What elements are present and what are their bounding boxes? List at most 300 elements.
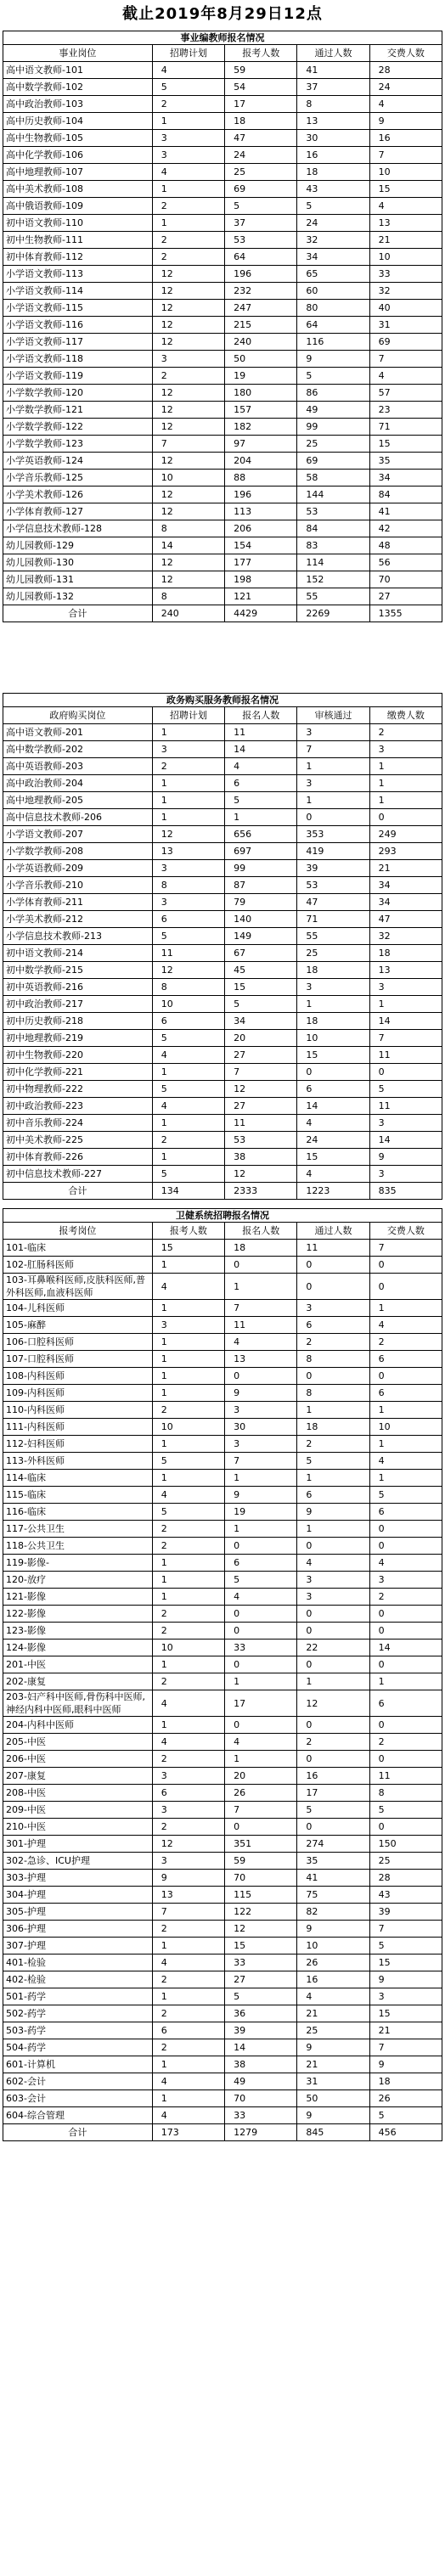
position-name-cell: 504-药学 xyxy=(3,2039,153,2056)
count-cell: 24 xyxy=(297,215,369,232)
count-cell: 2 xyxy=(152,1402,224,1419)
position-name-cell: 初中语文教师-110 xyxy=(3,215,153,232)
count-cell: 0 xyxy=(297,1064,369,1081)
count-cell: 70 xyxy=(369,571,442,588)
count-cell: 4 xyxy=(369,1555,442,1572)
position-name-cell: 高中英语教师-203 xyxy=(3,758,153,775)
table-row xyxy=(3,215,442,232)
count-cell: 14 xyxy=(297,1098,369,1115)
count-cell: 12 xyxy=(225,1921,297,1938)
count-cell: 1 xyxy=(369,775,442,792)
count-cell: 41 xyxy=(297,62,369,79)
count-cell: 37 xyxy=(297,79,369,96)
table-row xyxy=(3,1640,442,1656)
count-cell: 16 xyxy=(297,1768,369,1785)
count-cell: 8 xyxy=(369,1785,442,1802)
count-cell: 10 xyxy=(152,1640,224,1656)
count-cell: 17 xyxy=(225,1690,297,1717)
count-cell: 50 xyxy=(297,2090,369,2107)
table-row xyxy=(3,1887,442,1904)
count-cell: 47 xyxy=(369,911,442,928)
position-name-cell: 120-放疗 xyxy=(3,1572,153,1589)
count-cell: 27 xyxy=(369,588,442,605)
count-cell: 4 xyxy=(152,1098,224,1115)
table-row xyxy=(3,402,442,419)
count-cell: 1 xyxy=(152,1470,224,1487)
count-cell: 196 xyxy=(225,487,297,503)
table-row xyxy=(3,164,442,181)
count-cell: 10 xyxy=(297,1030,369,1047)
table-row xyxy=(3,1572,442,1589)
count-cell: 26 xyxy=(369,2090,442,2107)
count-cell: 10 xyxy=(369,249,442,266)
position-name-cell: 102-肛肠科医师 xyxy=(3,1257,153,1274)
count-cell: 0 xyxy=(369,1538,442,1555)
position-name-cell: 101-临床 xyxy=(3,1240,153,1257)
count-cell: 60 xyxy=(297,283,369,300)
count-cell: 7 xyxy=(225,1453,297,1470)
count-cell: 31 xyxy=(297,2073,369,2090)
count-cell: 5 xyxy=(297,1453,369,1470)
count-cell: 1 xyxy=(152,1385,224,1402)
count-cell: 3 xyxy=(152,351,224,368)
count-cell: 2 xyxy=(152,96,224,113)
table-row xyxy=(3,1402,442,1419)
count-cell: 113 xyxy=(225,503,297,520)
count-cell: 43 xyxy=(369,1887,442,1904)
table-row xyxy=(3,1819,442,1836)
table-row xyxy=(3,1368,442,1385)
count-cell: 240 xyxy=(225,334,297,351)
count-cell: 42 xyxy=(369,520,442,537)
count-cell: 1 xyxy=(152,792,224,809)
position-name-cell: 初中政治教师-217 xyxy=(3,996,153,1013)
total-value: 173 xyxy=(152,2124,224,2141)
table-row xyxy=(3,334,442,351)
position-name-cell: 高中语文教师-101 xyxy=(3,62,153,79)
table-row xyxy=(3,1768,442,1785)
position-name-cell: 502-药学 xyxy=(3,2005,153,2022)
count-cell: 9 xyxy=(225,1487,297,1504)
count-cell: 28 xyxy=(369,62,442,79)
count-cell: 39 xyxy=(369,1904,442,1921)
position-name-cell: 306-护理 xyxy=(3,1921,153,1938)
table-row xyxy=(3,62,442,79)
column-header: 缴费人数 xyxy=(369,707,442,724)
count-cell: 27 xyxy=(225,1971,297,1988)
table-row xyxy=(3,1470,442,1487)
position-name-cell: 208-中医 xyxy=(3,1785,153,1802)
position-name-cell: 初中信息技术教师-227 xyxy=(3,1166,153,1183)
position-name-cell: 110-内科医师 xyxy=(3,1402,153,1419)
count-cell: 12 xyxy=(152,503,224,520)
position-name-cell: 幼儿园教师-129 xyxy=(3,537,153,554)
count-cell: 5 xyxy=(152,1504,224,1521)
position-name-cell: 初中物理教师-222 xyxy=(3,1081,153,1098)
total-row xyxy=(3,1183,442,1200)
table-row xyxy=(3,1921,442,1938)
column-header: 交费人数 xyxy=(369,45,442,62)
count-cell: 12 xyxy=(225,1081,297,1098)
count-cell: 2 xyxy=(297,1436,369,1453)
page-title: 截止2019年8月29日12点 xyxy=(122,5,323,23)
count-cell: 1 xyxy=(152,215,224,232)
count-cell: 14 xyxy=(152,537,224,554)
column-header: 事业岗位 xyxy=(3,45,153,62)
table-row xyxy=(3,1836,442,1853)
count-cell: 3 xyxy=(225,1436,297,1453)
position-name-cell: 106-口腔科医师 xyxy=(3,1334,153,1351)
count-cell: 2 xyxy=(152,198,224,215)
count-cell: 6 xyxy=(369,1504,442,1521)
total-value: 1355 xyxy=(369,605,442,622)
count-cell: 121 xyxy=(225,588,297,605)
table-row xyxy=(3,1487,442,1504)
count-cell: 15 xyxy=(369,1954,442,1971)
total-label: 合计 xyxy=(3,1183,153,1200)
count-cell: 33 xyxy=(369,266,442,283)
count-cell: 3 xyxy=(297,775,369,792)
count-cell: 3 xyxy=(225,1402,297,1419)
count-cell: 14 xyxy=(225,2039,297,2056)
column-header: 招聘计划 xyxy=(152,45,224,62)
count-cell: 1 xyxy=(369,996,442,1013)
count-cell: 80 xyxy=(297,300,369,317)
count-cell: 21 xyxy=(369,232,442,249)
position-name-cell: 小学美术教师-126 xyxy=(3,487,153,503)
table-row xyxy=(3,181,442,198)
count-cell: 7 xyxy=(369,147,442,164)
table-row xyxy=(3,283,442,300)
count-cell: 37 xyxy=(225,215,297,232)
position-name-cell: 幼儿园教师-131 xyxy=(3,571,153,588)
total-value: 835 xyxy=(369,1183,442,1200)
count-cell: 5 xyxy=(225,792,297,809)
table-row xyxy=(3,198,442,215)
table-row xyxy=(3,419,442,436)
count-cell: 2 xyxy=(152,1673,224,1690)
count-cell: 4 xyxy=(297,1115,369,1132)
count-cell: 2 xyxy=(152,249,224,266)
position-name-cell: 小学体育教师-211 xyxy=(3,894,153,911)
count-cell: 10 xyxy=(369,1419,442,1436)
table-row xyxy=(3,571,442,588)
table-row xyxy=(3,1656,442,1673)
count-cell: 0 xyxy=(369,1064,442,1081)
count-cell: 1 xyxy=(152,1149,224,1166)
count-cell: 5 xyxy=(152,79,224,96)
table-row xyxy=(3,368,442,385)
count-cell: 11 xyxy=(225,1317,297,1334)
table-row xyxy=(3,554,442,571)
count-cell: 4 xyxy=(225,1734,297,1751)
position-name-cell: 113-外科医师 xyxy=(3,1453,153,1470)
count-cell: 64 xyxy=(225,249,297,266)
position-name-cell: 高中语文教师-201 xyxy=(3,724,153,741)
position-name-cell: 初中化学教师-221 xyxy=(3,1064,153,1081)
count-cell: 1 xyxy=(297,792,369,809)
position-name-cell: 高中政治教师-103 xyxy=(3,96,153,113)
count-cell: 86 xyxy=(297,385,369,402)
count-cell: 2 xyxy=(152,1538,224,1555)
count-cell: 7 xyxy=(369,351,442,368)
count-cell: 3 xyxy=(297,1589,369,1606)
table-row xyxy=(3,826,442,843)
position-name-cell: 初中生物教师-220 xyxy=(3,1047,153,1064)
count-cell: 10 xyxy=(297,1938,369,1954)
table-row xyxy=(3,1098,442,1115)
position-name-cell: 601-计算机 xyxy=(3,2056,153,2073)
table-row xyxy=(3,1240,442,1257)
total-value: 2333 xyxy=(225,1183,297,1200)
count-cell: 18 xyxy=(369,2073,442,2090)
count-cell: 1 xyxy=(152,181,224,198)
count-cell: 1 xyxy=(152,724,224,741)
count-cell: 0 xyxy=(297,1819,369,1836)
position-name-cell: 初中数学教师-215 xyxy=(3,962,153,979)
table-row xyxy=(3,2022,442,2039)
table-row xyxy=(3,1419,442,1436)
count-cell: 34 xyxy=(369,470,442,487)
column-header: 报考人数 xyxy=(225,45,297,62)
table-row xyxy=(3,860,442,877)
count-cell: 10 xyxy=(152,1419,224,1436)
table-row xyxy=(3,1623,442,1640)
count-cell: 25 xyxy=(369,1853,442,1870)
count-cell: 2 xyxy=(369,1589,442,1606)
count-cell: 11 xyxy=(225,724,297,741)
count-cell: 9 xyxy=(297,1504,369,1521)
table-row xyxy=(3,2005,442,2022)
total-value: 2269 xyxy=(297,605,369,622)
table-row xyxy=(3,147,442,164)
count-cell: 0 xyxy=(369,1606,442,1623)
count-cell: 15 xyxy=(297,1149,369,1166)
count-cell: 8 xyxy=(152,877,224,894)
count-cell: 0 xyxy=(297,1257,369,1274)
table-row xyxy=(3,1013,442,1030)
count-cell: 2 xyxy=(152,1971,224,1988)
position-name-cell: 小学音乐教师-125 xyxy=(3,470,153,487)
count-cell: 4 xyxy=(369,198,442,215)
count-cell: 21 xyxy=(369,2022,442,2039)
count-cell: 1 xyxy=(297,1521,369,1538)
count-cell: 3 xyxy=(369,1115,442,1132)
count-cell: 4 xyxy=(152,62,224,79)
position-name-cell: 202-康复 xyxy=(3,1673,153,1690)
count-cell: 11 xyxy=(369,1768,442,1785)
table-row xyxy=(3,2107,442,2124)
count-cell: 177 xyxy=(225,554,297,571)
total-value: 845 xyxy=(297,2124,369,2141)
count-cell: 0 xyxy=(369,1623,442,1640)
table-row xyxy=(3,911,442,928)
count-cell: 1 xyxy=(225,1274,297,1300)
count-cell: 9 xyxy=(225,1385,297,1402)
count-cell: 3 xyxy=(369,741,442,758)
position-name-cell: 104-儿科医师 xyxy=(3,1300,153,1317)
count-cell: 1 xyxy=(369,1470,442,1487)
count-cell: 5 xyxy=(152,1030,224,1047)
position-name-cell: 初中美术教师-225 xyxy=(3,1132,153,1149)
count-cell: 419 xyxy=(297,843,369,860)
count-cell: 27 xyxy=(225,1047,297,1064)
count-cell: 0 xyxy=(297,1623,369,1640)
count-cell: 19 xyxy=(225,368,297,385)
count-cell: 25 xyxy=(225,164,297,181)
count-cell: 196 xyxy=(225,266,297,283)
position-name-cell: 幼儿园教师-132 xyxy=(3,588,153,605)
count-cell: 1 xyxy=(225,809,297,826)
count-cell: 9 xyxy=(152,1870,224,1887)
count-cell: 2 xyxy=(152,1521,224,1538)
purchased-teachers-table xyxy=(3,706,442,1200)
position-name-cell: 高中信息技术教师-206 xyxy=(3,809,153,826)
position-name-cell: 高中历史教师-104 xyxy=(3,113,153,130)
count-cell: 64 xyxy=(297,317,369,334)
count-cell: 2 xyxy=(152,232,224,249)
count-cell: 180 xyxy=(225,385,297,402)
count-cell: 0 xyxy=(369,809,442,826)
count-cell: 182 xyxy=(225,419,297,436)
table-row xyxy=(3,1938,442,1954)
count-cell: 45 xyxy=(225,962,297,979)
count-cell: 43 xyxy=(297,181,369,198)
position-name-cell: 117-公共卫生 xyxy=(3,1521,153,1538)
table-row xyxy=(3,1132,442,1149)
table-row xyxy=(3,317,442,334)
count-cell: 9 xyxy=(369,1971,442,1988)
table-row xyxy=(3,894,442,911)
count-cell: 116 xyxy=(297,334,369,351)
count-cell: 23 xyxy=(369,402,442,419)
total-row xyxy=(3,2124,442,2141)
column-header: 招聘计划 xyxy=(152,707,224,724)
position-name-cell: 307-护理 xyxy=(3,1938,153,1954)
count-cell: 14 xyxy=(225,741,297,758)
count-cell: 16 xyxy=(369,130,442,147)
count-cell: 9 xyxy=(369,113,442,130)
count-cell: 5 xyxy=(369,1487,442,1504)
count-cell: 7 xyxy=(369,1030,442,1047)
position-name-cell: 604-综合管理 xyxy=(3,2107,153,2124)
count-cell: 1 xyxy=(152,1717,224,1734)
count-cell: 59 xyxy=(225,62,297,79)
count-cell: 1 xyxy=(152,2056,224,2073)
table-row xyxy=(3,724,442,741)
table-row xyxy=(3,877,442,894)
count-cell: 4 xyxy=(225,1334,297,1351)
count-cell: 2 xyxy=(369,1734,442,1751)
count-cell: 1 xyxy=(152,2090,224,2107)
count-cell: 1 xyxy=(152,1064,224,1081)
position-name-cell: 高中数学教师-102 xyxy=(3,79,153,96)
count-cell: 71 xyxy=(369,419,442,436)
column-header: 报名人数 xyxy=(225,1223,297,1240)
count-cell: 6 xyxy=(369,1385,442,1402)
table-row xyxy=(3,2090,442,2107)
position-name-cell: 503-药学 xyxy=(3,2022,153,2039)
count-cell: 15 xyxy=(369,436,442,453)
table-header-row xyxy=(3,45,442,62)
position-name-cell: 小学数学教师-122 xyxy=(3,419,153,436)
count-cell: 70 xyxy=(225,1870,297,1887)
count-cell: 114 xyxy=(297,554,369,571)
count-cell: 0 xyxy=(225,1656,297,1673)
count-cell: 0 xyxy=(225,1606,297,1623)
position-name-cell: 114-临床 xyxy=(3,1470,153,1487)
count-cell: 26 xyxy=(297,1954,369,1971)
table-row xyxy=(3,436,442,453)
count-cell: 1 xyxy=(152,1115,224,1132)
count-cell: 53 xyxy=(225,1132,297,1149)
column-header: 报考人数 xyxy=(152,1223,224,1240)
count-cell: 41 xyxy=(369,503,442,520)
count-cell: 2 xyxy=(152,758,224,775)
count-cell: 1 xyxy=(152,1555,224,1572)
count-cell: 12 xyxy=(152,419,224,436)
count-cell: 1 xyxy=(225,1673,297,1690)
position-name-cell: 105-麻醉 xyxy=(3,1317,153,1334)
table-row xyxy=(3,79,442,96)
count-cell: 8 xyxy=(152,588,224,605)
count-cell: 84 xyxy=(297,520,369,537)
count-cell: 12 xyxy=(152,826,224,843)
section-health-system xyxy=(3,1208,442,2141)
count-cell: 32 xyxy=(369,928,442,945)
count-cell: 3 xyxy=(152,1768,224,1785)
count-cell: 1 xyxy=(152,1334,224,1351)
count-cell: 17 xyxy=(297,1785,369,1802)
count-cell: 8 xyxy=(152,520,224,537)
count-cell: 1 xyxy=(152,775,224,792)
table-row xyxy=(3,1690,442,1717)
count-cell: 25 xyxy=(297,436,369,453)
table-header-row xyxy=(3,707,442,724)
count-cell: 154 xyxy=(225,537,297,554)
count-cell: 157 xyxy=(225,402,297,419)
count-cell: 0 xyxy=(297,1606,369,1623)
count-cell: 12 xyxy=(152,571,224,588)
count-cell: 5 xyxy=(369,1802,442,1819)
table-row xyxy=(3,1589,442,1606)
position-name-cell: 高中美术教师-108 xyxy=(3,181,153,198)
count-cell: 18 xyxy=(225,1240,297,1257)
count-cell: 5 xyxy=(369,1938,442,1954)
position-name-cell: 小学英语教师-209 xyxy=(3,860,153,877)
position-name-cell: 小学音乐教师-210 xyxy=(3,877,153,894)
count-cell: 0 xyxy=(369,1751,442,1768)
section-purchased-teachers xyxy=(3,693,442,1200)
table-row xyxy=(3,232,442,249)
table-row xyxy=(3,843,442,860)
position-name-cell: 初中政治教师-223 xyxy=(3,1098,153,1115)
count-cell: 6 xyxy=(369,1690,442,1717)
count-cell: 4 xyxy=(297,1555,369,1572)
count-cell: 115 xyxy=(225,1887,297,1904)
count-cell: 18 xyxy=(297,1013,369,1030)
count-cell: 1 xyxy=(152,1351,224,1368)
table-row xyxy=(3,928,442,945)
count-cell: 12 xyxy=(297,1690,369,1717)
count-cell: 5 xyxy=(152,1081,224,1098)
count-cell: 2 xyxy=(152,2039,224,2056)
count-cell: 53 xyxy=(225,232,297,249)
count-cell: 69 xyxy=(369,334,442,351)
count-cell: 59 xyxy=(225,1853,297,1870)
count-cell: 97 xyxy=(225,436,297,453)
table-row xyxy=(3,1870,442,1887)
